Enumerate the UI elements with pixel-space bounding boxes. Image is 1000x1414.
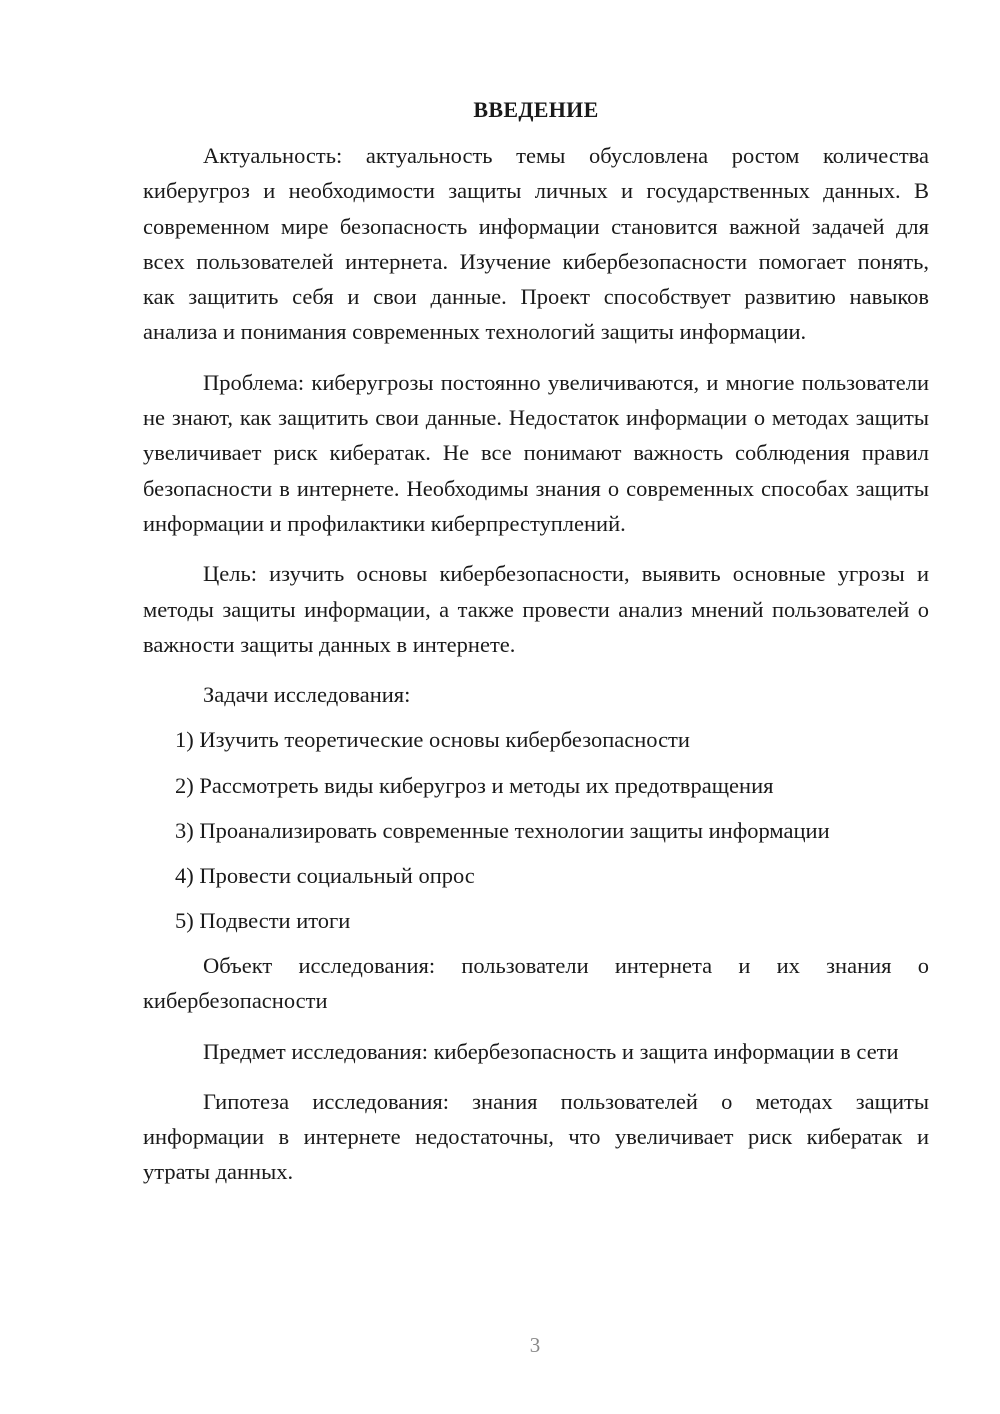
list-item: 2) Рассмотреть виды киберугроз и методы их предотвращения: [175, 772, 774, 798]
paragraph-problem: Проблема: киберугрозы постоянно увеличиваются, и многие пользователи не знают, как защитить свои данные. Недостаток информации о методах защиты увеличивает риск кибератак. Не все понимают важность соблюдения правил безопасности в интернете. Необходимы знания о современных способах защиты информации и профилактики киберпреступлений.: [143, 369, 929, 536]
list-item: 3) Проанализировать современные технологии защиты информации: [175, 817, 830, 843]
paragraph-goal: Цель: изучить основы кибербезопасности, выявить основные угрозы и методы защиты информации, а также провести анализ мнений пользователей о важности защиты данных в интернете.: [143, 561, 929, 657]
paragraph-relevance: Актуальность: актуальность темы обусловлена ростом количества киберугроз и необходимости защиты личных и государственных данных. В современном мире безопасность информации становится важной задачей для всех пользователей интернета. Изучение кибербезопасности помогает понять, как защитить себя и свои данные. Проект способствует развитию навыков анализа и понимания современных технологий защиты информации.: [143, 143, 929, 345]
list-item: 1) Изучить теоретические основы кибербезопасности: [175, 727, 690, 753]
paragraph-hypothesis: Гипотеза исследования: знания пользователей о методах защиты информации в интернете недостаточны, что увеличивает риск кибератак и утраты данных.: [143, 1088, 929, 1185]
paragraph-subject: Предмет исследования: кибербезопасность и защита информации в сети: [203, 1038, 899, 1064]
paragraph-object: Объект исследования: пользователи интернета и их знания о кибербезопасности: [143, 952, 929, 1014]
page-content: [143, 92, 929, 1205]
list-item: 5) Подвести итоги: [175, 907, 351, 933]
tasks-list: [143, 722, 929, 938]
page-title: ВВЕДЕНИЕ: [473, 97, 599, 122]
tasks-heading: Задачи исследования:: [203, 682, 411, 708]
list-item: 4) Провести социальный опрос: [175, 862, 475, 888]
page-number: 3: [529, 1333, 541, 1357]
